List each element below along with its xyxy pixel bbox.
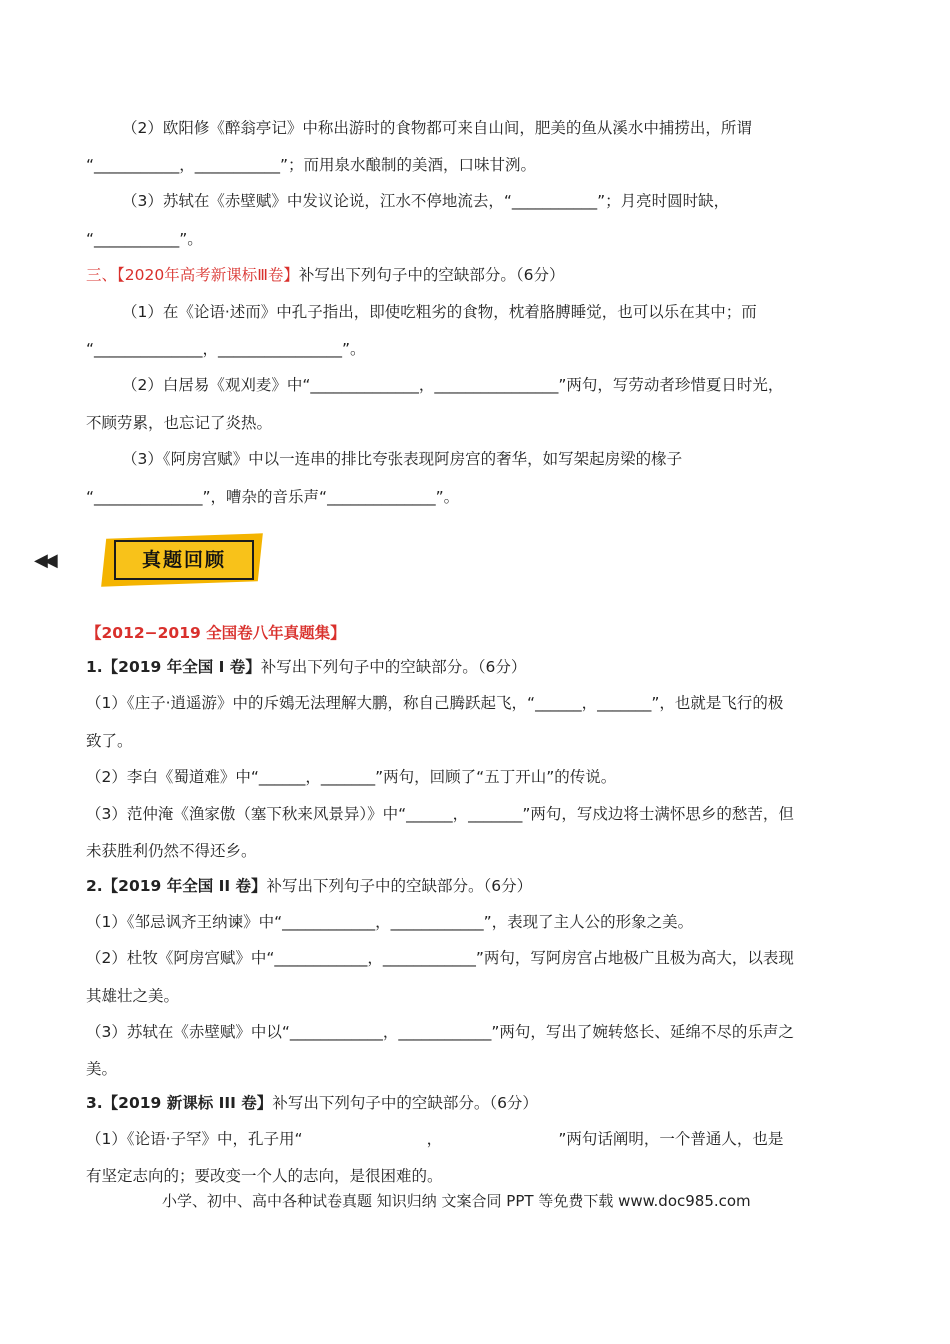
- text-line: “___________，___________”；而用泉水酿制的美酒，口味甘洌。: [86, 156, 537, 174]
- question-2-instruction: 补写出下列句子中的空缺部分。（6分）: [266, 877, 533, 895]
- text-line: （1）《邹忌讽齐王纳谏》中“____________，____________”，表现了主人公的形象之美。: [86, 913, 694, 931]
- question-3-label: 3.【2019 新课标 III 卷】: [86, 1094, 273, 1112]
- text-line: “______________”，嘈杂的音乐声“______________”。: [86, 488, 460, 506]
- double-arrow-left-icon: ◀◀: [34, 550, 54, 571]
- text-line: （3）苏轼在《赤壁赋》中发议论说，江水不停地流去，“___________”；月亮时圆时缺，: [122, 192, 730, 210]
- section-banner: [34, 528, 274, 588]
- text-line: 美。: [86, 1060, 118, 1078]
- text-line: （1）《庄子·逍遥游》中的斥鴳无法理解大鹏，称自己腾跃起飞，“______，_______”，也就是飞行的极: [86, 694, 784, 712]
- section-3-label: 三、【2020年高考新课标Ⅲ卷】: [86, 266, 299, 284]
- text-line: （1）在《论语·述而》中孔子指出，即使吃粗劣的食物，枕着胳膊睡觉，也可以乐在其中；而: [122, 303, 757, 321]
- text-line: （2）欧阳修《醉翁亭记》中称出游时的食物都可来自山间，肥美的鱼从溪水中捕捞出，所谓: [122, 119, 752, 137]
- text-line: （2）杜牧《阿房宫赋》中“____________，____________”两句，写阿房宫占地极广且极为高大，以表现: [86, 949, 794, 967]
- text-line: 不顾劳累，也忘记了炎热。: [86, 414, 273, 432]
- text-line: （3）范仲淹《渔家傲（塞下秋来风景异）》中“______，_______”两句，写戍边将士满怀思乡的愁苦，但: [86, 805, 794, 823]
- question-2-heading: [86, 875, 532, 897]
- question-3-heading: [86, 1092, 538, 1114]
- question-1-label: 1.【2019 年全国 I 卷】: [86, 658, 261, 676]
- question-2-label: 2.【2019 年全国 II 卷】: [86, 877, 267, 895]
- banner-title: 真题回顾: [114, 540, 254, 580]
- text-line: 有坚定志向的；要改变一个人的志向，是很困难的。: [86, 1167, 443, 1185]
- text-line: （3）《阿房宫赋》中以一连串的排比夸张表现阿房宫的奢华，如写架起房梁的椽子: [122, 450, 683, 468]
- text-line: （2）李白《蜀道难》中“______，_______”两句，回顾了“五丁开山”的传说。: [86, 768, 617, 786]
- question-1-instruction: 补写出下列句子中的空缺部分。（6分）: [260, 658, 527, 676]
- text-line: “___________”。: [86, 230, 203, 248]
- section-3-instruction: 补写出下列句子中的空缺部分。（6分）: [298, 266, 565, 284]
- text-line: （3）苏轼在《赤壁赋》中以“____________，____________”两句，写出了婉转悠长、延绵不尽的乐声之: [86, 1023, 794, 1041]
- text-line: 未获胜利仍然不得还乡。: [86, 842, 257, 860]
- text-line: 其雄壮之美。: [86, 987, 180, 1005]
- question-1-heading: [86, 656, 526, 678]
- text-line: （2）白居易《观刈麦》中“______________，________________”两句，写劳动者珍惜夏日时光，: [122, 376, 784, 394]
- question-3-instruction: 补写出下列句子中的空缺部分。（6分）: [272, 1094, 538, 1112]
- text-line: “______________，________________”。: [86, 340, 366, 358]
- text-line: 致了。: [86, 732, 133, 750]
- collection-title: 【2012−2019 全国卷八年真题集】: [86, 624, 346, 642]
- text-line: （1）《论语·子罕》中，孔子用“ ， ”两句话阐明，一个普通人，也是: [86, 1130, 784, 1148]
- section-3-heading: [86, 264, 565, 286]
- page-footer: 小学、初中、高中各种试卷真题 知识归纳 文案合同 PPT 等免费下载 www.doc985.com: [162, 1192, 751, 1210]
